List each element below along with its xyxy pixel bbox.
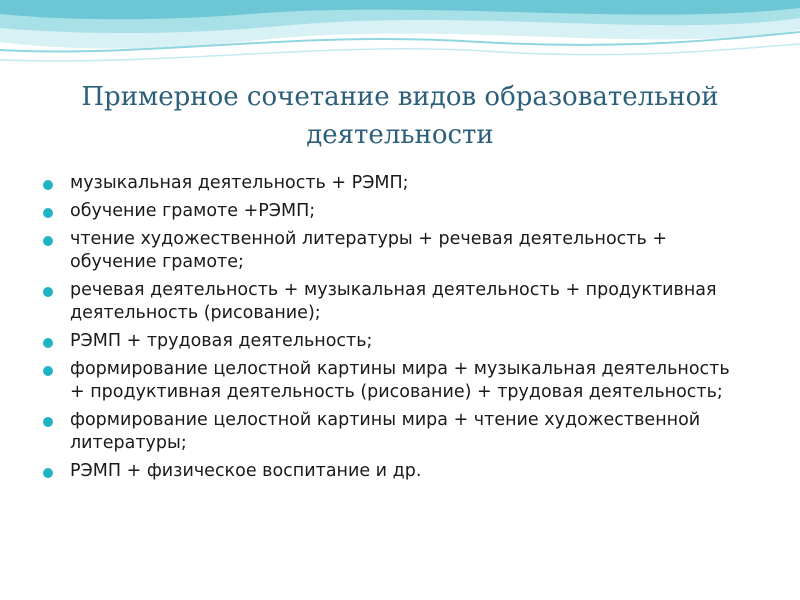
slide-title bbox=[40, 78, 760, 154]
bullet-item-6 bbox=[43, 358, 743, 404]
bullet-item-1 bbox=[43, 172, 743, 195]
wave-header-decoration bbox=[0, 0, 800, 90]
title-line-2: деятельности bbox=[306, 120, 494, 150]
bullet-item-7 bbox=[43, 409, 743, 455]
bullet-icon bbox=[43, 338, 53, 348]
bullet-text-1: музыкальная деятельность + РЭМП; bbox=[70, 173, 409, 193]
bullet-text-5: РЭМП + трудовая деятельность; bbox=[70, 331, 373, 351]
bullet-item-8 bbox=[43, 460, 743, 483]
bullet-item-3 bbox=[43, 228, 743, 274]
bullet-icon bbox=[43, 180, 53, 190]
bullet-item-4 bbox=[43, 279, 743, 325]
bullet-icon bbox=[43, 468, 53, 478]
bullet-text-3: чтение художественной литературы + речевая деятельность + обучение грамоте; bbox=[70, 229, 667, 272]
bullet-icon bbox=[43, 287, 53, 297]
bullet-item-2 bbox=[43, 200, 743, 223]
bullet-text-6: формирование целостной картины мира + музыкальная деятельность + продуктивная деятельность (рисование) + трудовая деятельность; bbox=[70, 359, 730, 402]
bullet-icon bbox=[43, 366, 53, 376]
bullet-text-7: формирование целостной картины мира + чтение художественной литературы; bbox=[70, 410, 701, 453]
bullet-text-2: обучение грамоте +РЭМП; bbox=[70, 201, 316, 221]
bullet-item-5 bbox=[43, 330, 743, 353]
bullet-icon bbox=[43, 208, 53, 218]
title-line-1: Примерное сочетание видов образовательной bbox=[81, 82, 719, 112]
bullet-text-4: речевая деятельность + музыкальная деятельность + продуктивная деятельность (рисование); bbox=[70, 280, 717, 323]
bullet-icon bbox=[43, 236, 53, 246]
bullet-icon bbox=[43, 417, 53, 427]
bullet-text-8: РЭМП + физическое воспитание и др. bbox=[70, 461, 422, 481]
bullet-list bbox=[43, 172, 743, 488]
